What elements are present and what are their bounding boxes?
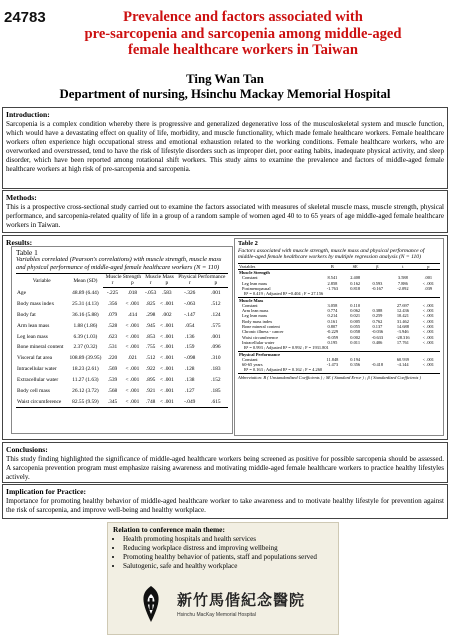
table-cell: -1.473 <box>326 362 339 368</box>
relation-item: • Health promoting hospitals and health services <box>123 535 333 544</box>
table-cell: 18.23 (2.61) <box>72 366 99 373</box>
table-cell: .152 <box>211 377 221 384</box>
table-cell: -0.418 <box>371 362 384 368</box>
implication-text: Importance for promoting healthy behavior of middle-aged healthcare worker to take awareness and to motivate healthy lifestyle for prevention against the risk of sarcopenia, and improve well-being and healthy workplace. <box>6 497 444 514</box>
table-cell: 108.89 (39.95) <box>69 355 102 362</box>
introduction-section <box>2 107 448 189</box>
table-cell: .124 <box>211 311 221 318</box>
table-cell: 0.259 <box>372 313 383 319</box>
methods-text: This is a prospective cross-sectional study carried out to examine the factors associated with measures of skeletal muscle mass, muscle strength, physical performance, and sarcopenia-related quality of life in a group of a random sample of women aged 40 to to 65 years of age middle-aged female healthcare workers in Taiwan. <box>6 203 444 229</box>
table-summary: R² = 0.419 ; Adjusted R² =0.404 ; F = 27.156 <box>238 291 440 297</box>
table-cell-variable: Extracellular water <box>17 377 59 384</box>
table-cell: 31.462 <box>396 318 409 324</box>
table-cell: .895 <box>145 377 156 384</box>
table-cell: .039 <box>424 285 433 291</box>
table-cell: -1.763 <box>326 285 339 291</box>
table-cell: .096 <box>211 344 221 351</box>
table-cell: 2.37 (0.32) <box>73 344 98 351</box>
table-cell: 2.408 <box>350 275 361 281</box>
table-cell: .539 <box>107 377 118 384</box>
table-cell-variable: Intracellular water <box>242 339 275 345</box>
title-line-2: pre-sarcopenia and sarcopenia among middle-aged <box>84 25 402 42</box>
table-cell: -4.144 <box>397 362 409 368</box>
table-cell: .138 <box>185 377 195 384</box>
table-cell: 14.688 <box>396 324 409 330</box>
table-cell: .414 <box>127 311 138 318</box>
hospital-emblem-icon <box>129 582 173 626</box>
table-cell: 25.31 (4.13) <box>72 300 99 307</box>
table-cell: < .001 <box>159 355 174 362</box>
table-cell: .568 <box>107 387 118 394</box>
methods-title: Methods: <box>6 193 37 202</box>
table-cell: .825 <box>145 300 156 307</box>
table-cell: .748 <box>143 397 158 408</box>
department: Department of nursing, Hsinchu Mackay Memorial Hospital <box>59 87 391 101</box>
table-row <box>16 353 228 364</box>
table-cell-variable: Body fat <box>17 311 36 318</box>
table-cell-variable: Constant <box>242 302 258 308</box>
table-cell-variable: Body mass index <box>17 300 55 307</box>
table-cell: 11.27 (1.63) <box>72 377 99 384</box>
conclusions-title: Conclusions: <box>6 445 48 454</box>
table-cell: .575 <box>211 322 221 329</box>
table-cell: -.098 <box>184 355 196 362</box>
table-cell: 0.818 <box>350 285 361 291</box>
table-row <box>16 320 228 331</box>
table-2-caption: Factors associated with muscle strength, muscle mass and physical performance of middle-aged female healthcare workers by multiple regression analysis (N = 110) <box>238 247 425 261</box>
table-cell: < .001 <box>422 362 434 368</box>
table-cell: -.147 <box>184 311 196 318</box>
table-cell: 3.588 <box>397 275 408 281</box>
table-1-sub: p <box>122 280 144 287</box>
table-cell: .615 <box>204 397 228 408</box>
table-cell: .945 <box>145 322 156 329</box>
table-cell: 0.137 <box>372 324 383 330</box>
table-cell: 8.541 <box>327 275 338 281</box>
table-cell: 0.214 <box>327 313 338 319</box>
hospital-subtitle: Hsinchu MacKay Memorial Hospital <box>177 612 256 618</box>
table-1 <box>11 246 233 434</box>
table-cell: < .001 <box>159 333 174 340</box>
table-cell: 0.194 <box>350 356 361 362</box>
table-cell: < .001 <box>422 313 434 319</box>
table-cell: < .001 <box>159 300 174 307</box>
table-cell: 0.058 <box>350 329 361 335</box>
table-2-abbreviation: Abbreviation: B ( Unstandardized Coefficients ) ; SE ( Standard Error ) ; β ( Standardized Coefficients ) <box>238 374 421 380</box>
table-cell: < .001 <box>125 333 140 340</box>
table-cell: .079 <box>107 311 118 318</box>
table-cell: -.063 <box>184 300 196 307</box>
table-1-sub: r <box>176 280 204 287</box>
implication-title: Implication for Practice: <box>6 487 86 496</box>
table-cell: 3.058 <box>327 302 338 308</box>
table-1-caption: Variables correlated (Pearson's correlations) with muscle strength, muscle mass and physical performance of middle-aged female healthcare workers (N = 110) <box>16 256 222 271</box>
table-row <box>16 386 228 397</box>
table-cell-variable: Leg lean mass <box>242 313 268 319</box>
table-cell-variable: Arm lean mass <box>17 322 50 329</box>
table-cell-variable: Age <box>17 289 26 296</box>
table-cell: 11.848 <box>326 356 339 362</box>
table-cell: .220 <box>107 355 118 362</box>
introduction-text: Sarcopenia is a complex condition whereby there is progressive and generalized degenerative loss of the musculoskeletal system and muscle function, which would have a devastating effect on quality of life, morbidity, and muscle functionality, which made female healthcare workers. Female healthcare workers often experience high occupational stress and emotional exhaustion related to the working conditions. Female healthcare workers, who are overworked and overstressed, tend to have the risk of lifestyle disorders such as improper diet, poor eating habits, inadequate physical activity, and sleep disorder, which have been reported among rotational shift workers. This study aims to examine the prevalence and factors of middle-aged female healthcare workers at high risk of pre-sarcopenia and sarcopenia. <box>6 120 444 173</box>
table-row <box>16 309 228 320</box>
table-cell: 0.774 <box>327 308 338 314</box>
table-cell-variable: 60-65 years <box>242 362 263 368</box>
table-cell: 60.939 <box>396 356 409 362</box>
table-1-group: Physical Performance <box>176 274 228 281</box>
poster-id: 24783 <box>4 9 46 26</box>
table-row <box>16 299 228 310</box>
table-cell: 0.062 <box>350 308 361 314</box>
table-cell: .356 <box>107 300 118 307</box>
table-2 <box>234 238 444 436</box>
relation-title: Relation to conference main theme: <box>113 525 225 534</box>
table-cell: .159 <box>185 344 195 351</box>
table-2-grid <box>238 263 440 374</box>
table-cell: .128 <box>185 366 195 373</box>
table-cell: < .001 <box>125 322 140 329</box>
table-2-header: β <box>366 263 390 269</box>
table-cell: -2.092 <box>397 285 409 291</box>
table-cell: .001 <box>211 333 221 340</box>
results-title: Results: <box>6 238 33 247</box>
table-cell: -28.316 <box>396 334 410 340</box>
table-section-title: Physical Performance <box>238 351 440 357</box>
table-2-header: t <box>389 263 416 269</box>
results-section <box>2 235 448 440</box>
table-cell: < .001 <box>422 334 434 340</box>
table-summary: R² = 0.993 ; Adjusted R² = 0.992 ; F = 1931.801 <box>238 345 440 351</box>
table-1-col-mean: Mean (SD) <box>67 274 103 287</box>
table-cell: < .001 <box>122 397 144 408</box>
table-cell: < .001 <box>422 302 434 308</box>
table-cell: 1.88 (1.86) <box>73 322 98 329</box>
table-cell-variable: Chronic illness - cancer <box>242 329 284 335</box>
table-cell: 0.406 <box>372 339 383 345</box>
table-1-body <box>16 287 228 408</box>
conclusions-section <box>2 442 448 483</box>
table-cell: -0.059 <box>326 334 339 340</box>
table-cell: .001 <box>211 289 221 296</box>
table-cell-variable: Body cell mass <box>17 387 50 394</box>
table-2-label: Table 2 <box>238 240 258 247</box>
table-cell: .054 <box>185 322 195 329</box>
table-cell: 0.195 <box>327 339 338 345</box>
table-cell: < .001 <box>159 344 174 351</box>
table-cell: .755 <box>145 344 156 351</box>
table-cell: -0.167 <box>371 285 384 291</box>
table-cell: .512 <box>211 300 221 307</box>
relation-item: • Reducing workplace distress and improving wellbeing <box>123 544 333 553</box>
table-row <box>16 364 228 375</box>
table-cell: -0.036 <box>371 329 384 335</box>
table-cell: 26.12 (3.72) <box>72 387 99 394</box>
table-2-body <box>238 270 440 374</box>
table-cell: .127 <box>185 387 195 394</box>
table-cell-variable: Waist circumference <box>242 334 279 340</box>
table-cell: 0.011 <box>350 339 361 345</box>
relation-list <box>113 535 333 571</box>
table-cell-variable: Constant <box>242 356 258 362</box>
table-cell: < .001 <box>159 366 174 373</box>
relation-item: • Promoting healthy behavior of patients, staff and populations served <box>123 553 333 562</box>
table-cell: < .001 <box>422 308 434 314</box>
table-cell: < .001 <box>125 366 140 373</box>
table-section-title: Muscle Mass <box>238 297 440 303</box>
table-summary-row <box>238 367 440 373</box>
table-cell: .002 <box>162 311 172 318</box>
table-cell: < .001 <box>422 280 434 286</box>
table-cell-variable: Constant <box>242 275 258 281</box>
table-cell: .001 <box>424 275 433 281</box>
table-1-group: Muscle Mass <box>145 274 174 281</box>
table-cell: .512 <box>145 355 156 362</box>
table-cell: < .001 <box>422 356 434 362</box>
table-cell: 0.807 <box>327 324 338 330</box>
table-cell: < .001 <box>422 329 434 335</box>
table-row <box>16 397 228 408</box>
table-cell: .853 <box>145 333 156 340</box>
table-cell: .623 <box>107 333 118 340</box>
table-cell: .298 <box>145 311 156 318</box>
title-line-1: Prevalence and factors associated with <box>123 9 363 25</box>
table-cell-variable: Leg lean mass <box>17 333 48 340</box>
table-cell: < .001 <box>125 377 140 384</box>
table-2-header: p <box>417 263 440 269</box>
table-cell: 0.110 <box>350 302 361 308</box>
table-cell: .310 <box>211 355 221 362</box>
table-cell: 0.762 <box>372 318 383 324</box>
table-cell: -3.946 <box>397 329 409 335</box>
table-section-title: Muscle Strength <box>238 270 440 276</box>
table-cell: < .001 <box>125 387 140 394</box>
table-cell: .531 <box>107 344 118 351</box>
table-cell: 0.356 <box>350 362 361 368</box>
table-cell-variable: Postmenopausal <box>242 285 271 291</box>
table-row <box>16 342 228 353</box>
implication-section <box>2 484 448 519</box>
table-cell: 17.761 <box>396 339 409 345</box>
relation-item: • Salutogenic, safe and healthy workplace <box>123 562 333 571</box>
table-row <box>16 331 228 342</box>
table-cell-variable: Body mass index <box>242 318 273 324</box>
table-cell: .185 <box>211 387 221 394</box>
table-cell: .583 <box>162 289 172 296</box>
table-cell: 0.388 <box>372 308 383 314</box>
table-cell: .921 <box>145 387 156 394</box>
poster-header <box>0 0 450 108</box>
table-cell: < .001 <box>159 377 174 384</box>
title-line-3: female healthcare workers in Taiwan <box>128 42 358 58</box>
table-cell-variable: Waist circumference <box>16 397 67 408</box>
table-cell: .021 <box>127 355 138 362</box>
table-cell: .528 <box>107 322 118 329</box>
table-1-col-variable: Variable <box>16 274 67 287</box>
methods-section <box>2 190 448 233</box>
table-cell: 36.16 (5.88) <box>72 311 99 318</box>
table-cell: 0.055 <box>350 324 361 330</box>
poster-title <box>40 9 446 59</box>
table-cell: 82.55 (9.59) <box>67 397 103 408</box>
hospital-name: 新竹馬偕紀念醫院 <box>177 591 306 609</box>
table-cell: 7.886 <box>397 280 408 286</box>
table-cell: 10.421 <box>396 313 409 319</box>
introduction-title: Introduction: <box>6 110 50 119</box>
hospital-logo <box>129 582 309 634</box>
table-2-header: B <box>320 263 345 269</box>
table-cell: < .001 <box>422 318 434 324</box>
table-cell: 48.89 (6.44) <box>72 289 99 296</box>
table-cell: 27.697 <box>396 302 409 308</box>
table-cell-variable: Intracellular water <box>17 366 57 373</box>
table-1-sub: p <box>204 280 228 287</box>
table-row <box>16 287 228 298</box>
table-cell-variable: Arm lean mass <box>242 308 269 314</box>
table-cell-variable: Visceral fat area <box>17 355 52 362</box>
table-cell: -.225 <box>106 289 119 296</box>
table-cell: -0.229 <box>326 329 339 335</box>
table-cell: < .001 <box>159 387 174 394</box>
table-cell: -.326 <box>184 289 196 296</box>
table-2-header: SE <box>345 263 366 269</box>
table-cell: 0.002 <box>350 334 361 340</box>
table-cell: 0.162 <box>350 280 361 286</box>
table-cell: < .001 <box>125 344 140 351</box>
table-cell: -.049 <box>176 397 204 408</box>
table-cell: < .001 <box>422 339 434 345</box>
table-cell: 0.021 <box>350 313 361 319</box>
table-cell: .922 <box>145 366 156 373</box>
table-cell: < .001 <box>422 324 434 330</box>
table-1-sub: p <box>158 280 176 287</box>
table-cell: 0.005 <box>350 318 361 324</box>
table-cell: < .001 <box>158 397 176 408</box>
table-cell: -0.633 <box>371 334 384 340</box>
table-cell: .183 <box>211 366 221 373</box>
table-cell: 0.593 <box>372 280 383 286</box>
table-cell: 12.436 <box>396 308 409 314</box>
conclusions-text: This study finding highlighted the significance of middle-aged healthcare workers being screened as positive for possible sarcopenia should be assessed. A sarcopenia prevention program must emphasize raising awareness and motivating middle-aged female healthcare workers to practice healthy lifestyles actively. <box>6 455 444 481</box>
table-1-sub: r <box>103 280 121 287</box>
table-1-grid <box>16 273 228 408</box>
table-cell: 0.161 <box>327 318 338 324</box>
table-cell: .569 <box>107 366 118 373</box>
author-name: Ting Wan Tan <box>186 72 264 86</box>
table-row <box>16 375 228 386</box>
table-summary: R² = 0.163 ; Adjusted R² = 0.162 ; F = 4.260 <box>238 367 440 373</box>
table-cell: 6.39 (1.03) <box>73 333 98 340</box>
table-cell: .345 <box>103 397 121 408</box>
table-1-label: Table 1 <box>16 248 38 257</box>
table-cell-variable: Leg lean mass <box>242 280 268 286</box>
table-cell: -.053 <box>145 289 157 296</box>
table-1-group: Muscle Strength <box>103 274 143 281</box>
table-cell-variable: Bone mineral content <box>17 344 64 351</box>
table-cell: .136 <box>185 333 195 340</box>
table-cell: 2.858 <box>327 280 338 286</box>
table-1-sub: r <box>143 280 158 287</box>
table-2-header: Variables <box>238 263 320 269</box>
table-cell: < .001 <box>125 300 140 307</box>
table-cell: < .001 <box>159 322 174 329</box>
table-cell: .018 <box>127 289 138 296</box>
table-cell-variable: Bone mineral content <box>242 324 280 330</box>
